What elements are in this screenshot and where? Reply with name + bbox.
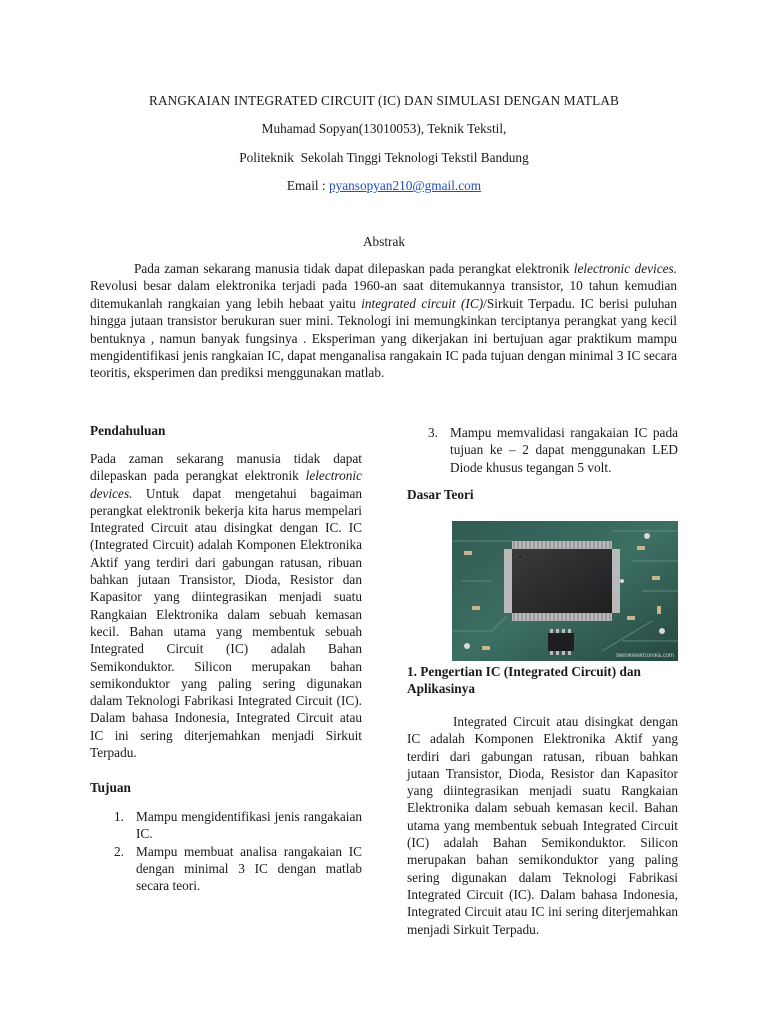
abstract-italic-1: lelectronic devices. bbox=[573, 261, 677, 276]
pendahuluan-italic: lelectronic devices. bbox=[90, 468, 362, 501]
list-text: Mampu membuat analisa rangakaian IC dengan minimal 3 IC dengan matlab secara teori. bbox=[136, 843, 362, 894]
abstract-italic-2: integrated circuit (IC) bbox=[361, 295, 484, 311]
list-item bbox=[114, 843, 362, 895]
email-label: Email : bbox=[286, 178, 329, 193]
list-item bbox=[114, 808, 362, 843]
abstract-body bbox=[90, 260, 677, 382]
list-text: Mampu mengidentifikasi jenis rangakaian IC. bbox=[136, 809, 362, 842]
affiliation-line: Politeknik Sekolah Tinggi Teknologi Tekstil Bandung bbox=[239, 150, 529, 165]
tujuan-heading: Tujuan bbox=[90, 780, 131, 795]
abstract-text-1: Pada zaman sekarang manusia tidak dapat dilepaskan pada perangkat elektronik bbox=[134, 261, 574, 276]
email-line bbox=[0, 178, 768, 194]
ic-photo bbox=[452, 521, 678, 661]
abstract-text-3: /Sirkuit Terpadu. IC berisi puluhan hingga jutaan transistor berukuran suer mini. Teknologi ini memungkinkan terciptanya perangkat yang kecil bentuknya , namun banyak fungsinya . Eksperiman yang dikerjakan ini bertujuan agar praktikum mampu mengidentifikasi jenis rangkaian IC, dapat menganalisa rangakain IC pada tujuan dengan minimal 3 IC secara teoritis, eksperimen dan prediksi menggunakan matlab. bbox=[90, 295, 677, 381]
abstract-heading: Abstrak bbox=[362, 234, 406, 249]
section1-heading: 1. Pengertian IC (Integrated Circuit) dan Aplikasinya bbox=[407, 664, 641, 696]
pendahuluan-text-b: Untuk dapat mengetahui bagaiman perangkat elektronik bekerja kita harus mempelari Integrated Circuit atau disingkat dengan IC. IC (Integrated Circuit) adalah Komponen Elektronika Aktif yang terdiri dari gabungan ratusan, ribuan bahkan jutaan Transistor, Dioda, Resistor dan Kapasitor yang diintegrasikan menjadi suatu Rangkaian Elektronika dalam sebuah kemasan kecil. Bahan utama yang membentuk sebuah Integrated Circuit (IC) adalah Bahan Semikonduktor. Silicon merupakan bahan semikonduktor yang paling sering digunakan dalam Teknologi Fabrikasi Integrated Circuit (IC). Dalam bahasa Indonesia, Integrated Circuit atau IC ini sering diterjemahkan menjadi Sirkuit Terpadu. bbox=[90, 485, 362, 761]
email-link[interactable]: pyansopyan210@gmail.com bbox=[328, 178, 482, 193]
dasar-teori-heading: Dasar Teori bbox=[407, 487, 474, 502]
author-line: Muhamad Sopyan(13010053), Teknik Tekstil, bbox=[261, 121, 507, 136]
list-number: 3. bbox=[428, 425, 438, 440]
abstract-text-2: Revolusi besar dalam elektronika terjadi pada 1960-an saat ditemukannya transistor, 10 tahun kemudian ditemukanlah rangkaian yang lebih hebaat yaitu bbox=[90, 278, 677, 311]
image-watermark: teknikelektronika.com bbox=[616, 653, 674, 659]
pendahuluan-body bbox=[90, 450, 362, 761]
list-item bbox=[428, 424, 678, 476]
list-number: 2. bbox=[114, 843, 124, 859]
section1-body: Integrated Circuit atau disingkat dengan IC adalah Komponen Elektronika Aktif yang terdiri dari gabungan ratusan, ribuan bahkan jutaan Transistor, Dioda, Resistor dan Kapasitor yang diintegrasikan menjadi suatu Rangkaian Elektronika dalam sebuah kemasan kecil. Bahan utama yang membentuk sebuah Integrated Circuit (IC) adalah Bahan Semikonduktor. Silicon merupakan bahan semikonduktor yang paling sering digunakan dalam Teknologi Fabrikasi Integrated Circuit (IC). Dalam bahasa Indonesia, Integrated Circuit atau IC ini sering diterjemahkan menjadi Sirkuit Terpadu. bbox=[407, 714, 678, 937]
pendahuluan-text-a: Pada zaman sekarang manusia tidak dapat dilepaskan pada perangkat elektronik bbox=[90, 451, 362, 484]
tujuan-list bbox=[114, 808, 362, 894]
pendahuluan-heading: Pendahuluan bbox=[90, 423, 166, 438]
paper-title: RANGKAIAN INTEGRATED CIRCUIT (IC) DAN SIMULASI DENGAN MATLAB bbox=[148, 93, 619, 108]
list-number: 1. bbox=[114, 809, 124, 824]
list-text: Mampu memvalidasi rangakaian IC pada tujuan ke – 2 dapat menggunakan LED Diode khusus tegangan 5 volt. bbox=[450, 425, 678, 475]
